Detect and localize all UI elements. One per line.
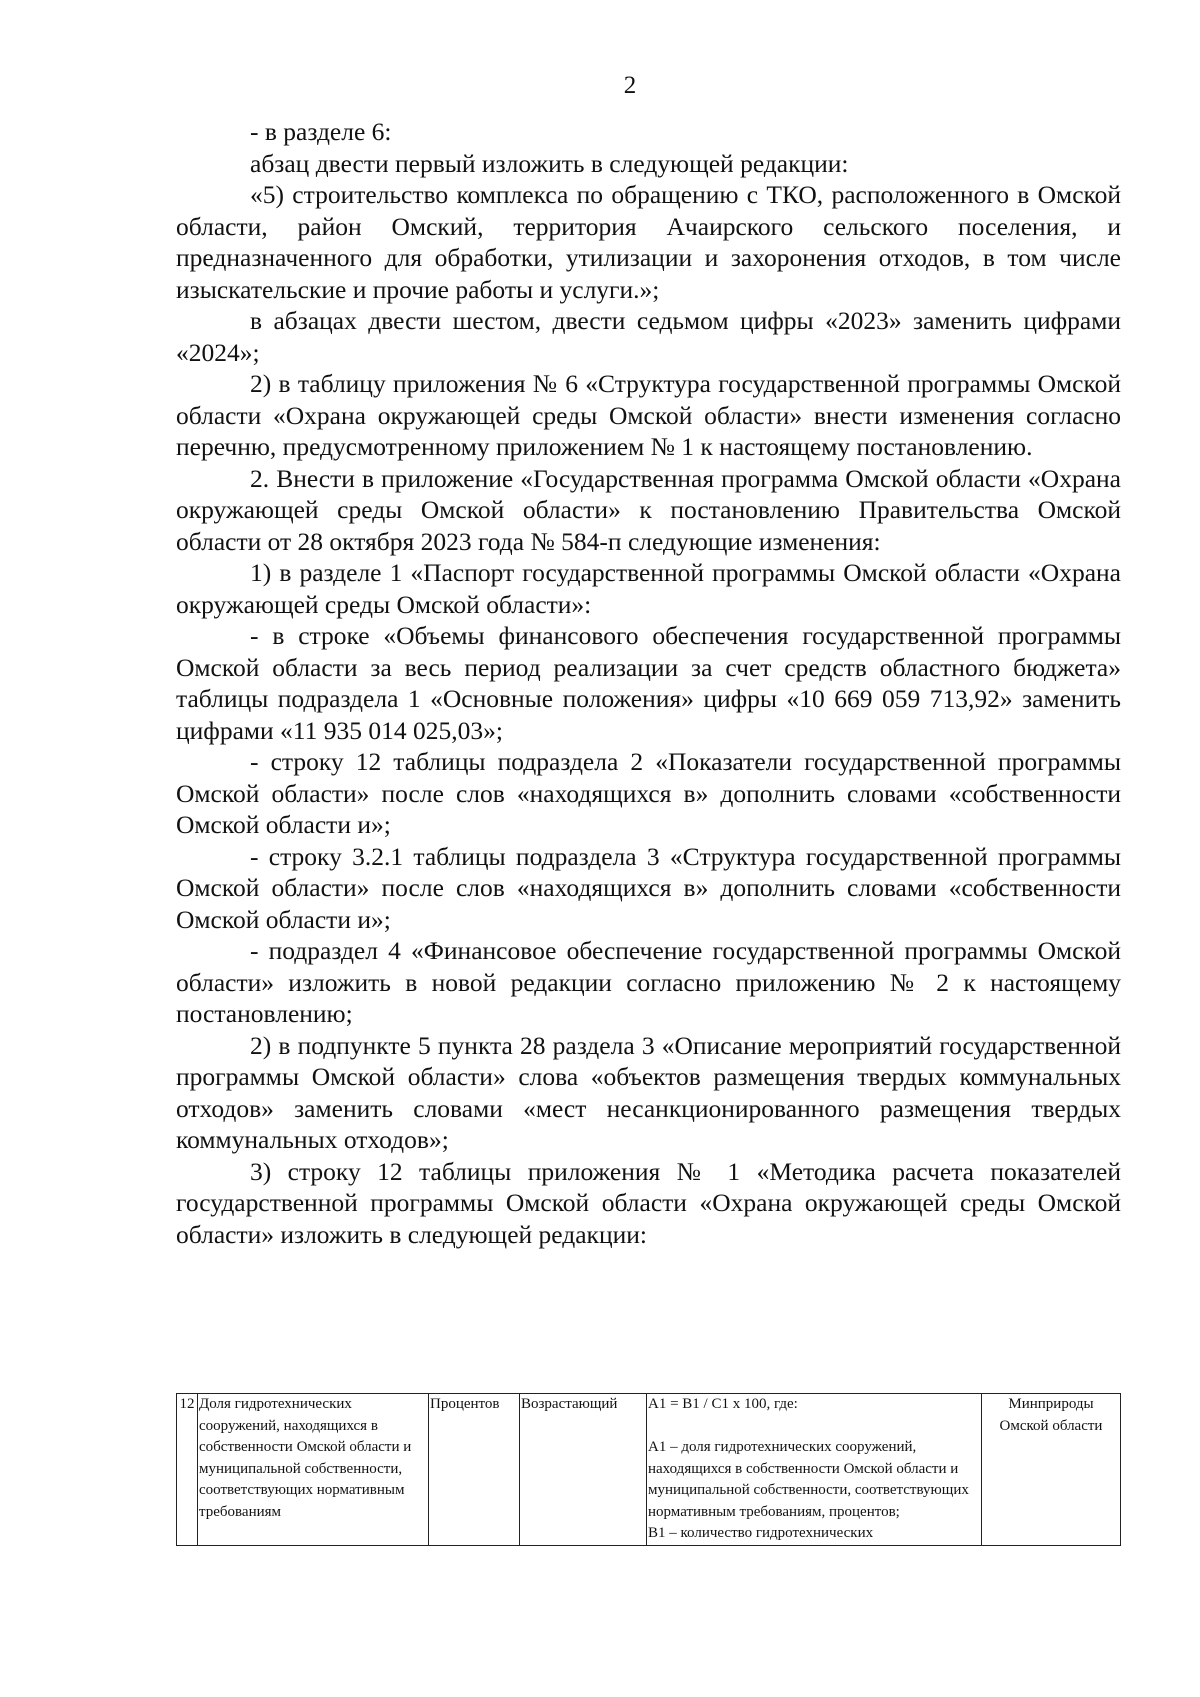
paragraph: 2) в таблицу приложения № 6 «Структура государственной программы Омской области «Охрана окружающей среды Омской области» внести изменения согласно перечню, предусмотренному приложением № 1 к настоящему постановлению. [176,369,1121,461]
page-number: 2 [623,72,637,99]
paragraph: - подраздел 4 «Финансовое обеспечение государственной программы Омской области» изложить в новой редакции согласно приложению № 2 к настоящему постановлению; [176,936,1121,1028]
paragraph: 2. Внести в приложение «Государственная программа Омской области «Охрана окружающей среды Омской области» к постановлению Правительства Омской области от 28 октября 2023 года № 584-п следующие изменения: [176,463,1121,556]
formula-cell [647,1394,982,1546]
amendment-table [176,1393,1121,1546]
paragraph: - строку 12 таблицы подраздела 2 «Показатели государственной программы Омской области» после слов «находящихся в» дополнить словами «собственности Омской области и»; [176,747,1121,839]
paragraph: - строку 3.2.1 таблицы подраздела 3 «Структура государственной программы Омской области» после слов «находящихся в» дополнить словами «собственности Омской области и»; [176,841,1121,934]
paragraph: абзац двести первый изложить в следующей редакции: [250,148,849,178]
unit-cell: Процентов [429,1394,520,1546]
direction-cell: Возрастающий [520,1394,647,1546]
paragraph: - в разделе 6: [250,117,392,146]
paragraph: 2) в подпункте 5 пункта 28 раздела 3 «Описание мероприятий государственной программы Омской области» слова «объектов размещения твердых коммунальных отходов» заменить словами «мест несанкционированного размещения твердых коммунальных отходов»; [176,1030,1121,1154]
paragraph: 3) строку 12 таблицы приложения № 1 «Методика расчета показателей государственной программы Омской области «Охрана окружающей среды Омской области» изложить в следующей редакции: [176,1156,1121,1249]
document-body [176,116,1121,1250]
formula-b1: B1 – количество гидротехнических [648,1525,874,1541]
formula-a1: A1 – доля гидротехнических сооружений, находящихся в собственности Омской области и муниципальной собственности, соответствующих нормативным требованиям, процентов; [648,1439,969,1520]
responsible-cell: Минприроды Омской области [982,1394,1121,1546]
formula-main: A1 = B1 / C1 x 100, где: [648,1396,798,1412]
paragraph: в абзацах двести шестом, двести седьмом цифры «2023» заменить цифрами «2024»; [176,306,1121,367]
paragraph: 1) в разделе 1 «Паспорт государственной программы Омской области «Охрана окружающей среды Омской области»: [176,558,1121,619]
paragraph: «5) строительство комплекса по обращению с ТКО, расположенного в Омской области, район Омский, территория Ачаирского сельского поселения, и предназначенного для обработки, утилизации и захоронения отходов, в том числе изыскательские и прочие работы и услуги.»; [176,180,1121,304]
row-number-cell: 12 [177,1394,198,1546]
indicator-name-cell: Доля гидротехнических сооружений, находящихся в собственности Омской области и муниципальной собственности, соответствующих нормативным требованиям [198,1394,429,1546]
table-row [177,1394,1121,1546]
paragraph: - в строке «Объемы финансового обеспечения государственной программы Омской области за весь период реализации за счет средств областного бюджета» таблицы подраздела 1 «Основные положения» цифры «10 669 059 713,92» заменить цифрами «11 935 014 025,03»; [176,621,1121,745]
